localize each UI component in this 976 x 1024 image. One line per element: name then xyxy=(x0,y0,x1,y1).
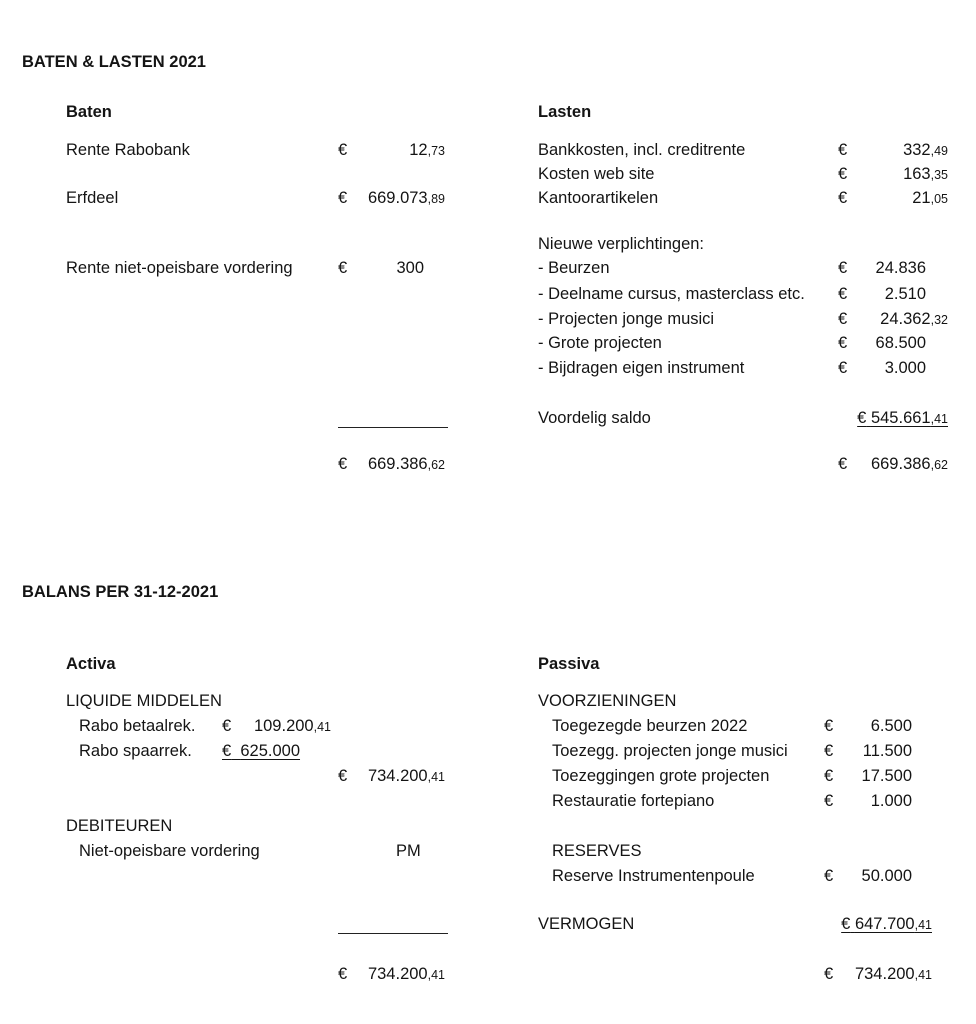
lasten-amount: 2.510 xyxy=(884,285,926,303)
currency-symbol: € xyxy=(838,259,848,277)
lasten-label: Kantoorartikelen xyxy=(538,189,659,207)
currency-symbol: € xyxy=(338,455,348,473)
lasten-amount: 3.000 xyxy=(884,359,926,377)
lasten-amount: 68.500 xyxy=(875,334,926,352)
currency-symbol: € xyxy=(824,717,834,735)
lasten-label: - Projecten jonge musici xyxy=(538,310,715,328)
currency-symbol: € xyxy=(838,189,848,207)
baten-amount: 300 xyxy=(396,259,424,277)
currency-symbol: € xyxy=(824,867,834,885)
currency-symbol: € xyxy=(338,141,348,159)
activa-label: Rabo spaarrek. xyxy=(79,742,192,760)
activa-sum-rule xyxy=(338,933,448,934)
lasten-label: Bankkosten, incl. creditrente xyxy=(538,141,746,159)
passiva-amount: 50.000 xyxy=(861,867,912,885)
balans-title: BALANS PER 31-12-2021 xyxy=(22,583,219,601)
nieuwe-verplichtingen-heading: Nieuwe verplichtingen: xyxy=(538,235,705,253)
reserves-heading: RESERVES xyxy=(552,842,642,860)
lasten-amount: 332,49 xyxy=(903,141,948,159)
passiva-label: Restauratie fortepiano xyxy=(552,792,715,810)
lasten-label: - Bijdragen eigen instrument xyxy=(538,359,745,377)
passiva-label: Toegezegde beurzen 2022 xyxy=(552,717,748,735)
liquide-middelen-heading: LIQUIDE MIDDELEN xyxy=(66,692,222,710)
activa-value: PM xyxy=(396,842,421,860)
passiva-heading: Passiva xyxy=(538,655,600,673)
activa-label: Rabo betaalrek. xyxy=(79,717,196,735)
currency-symbol: € xyxy=(838,310,848,328)
lasten-amount: 24.362,32 xyxy=(880,310,948,328)
liquide-total-amount: 734.200,41 xyxy=(367,767,445,785)
baten-label: Rente Rabobank xyxy=(66,141,190,159)
currency-symbol: € xyxy=(838,359,848,377)
currency-symbol: € xyxy=(338,965,348,983)
currency-symbol: € xyxy=(838,334,848,352)
passiva-total-amount: 734.200,41 xyxy=(854,965,932,983)
baten-total-amount: 669.386,62 xyxy=(367,455,445,473)
currency-symbol: € xyxy=(824,965,834,983)
lasten-label: - Beurzen xyxy=(538,259,610,277)
baten-sum-rule xyxy=(338,427,448,428)
activa-heading: Activa xyxy=(66,655,116,673)
activa-total-amount: 734.200,41 xyxy=(367,965,445,983)
voorzieningen-heading: VOORZIENINGEN xyxy=(538,692,677,710)
lasten-heading: Lasten xyxy=(538,103,592,121)
lasten-label: - Grote projecten xyxy=(538,334,662,352)
currency-symbol: € xyxy=(838,141,848,159)
passiva-amount: 6.500 xyxy=(870,717,912,735)
currency-symbol: € xyxy=(824,792,834,810)
passiva-label: Toezeggingen grote projecten xyxy=(552,767,770,785)
lasten-total-amount: 669.386,62 xyxy=(870,455,948,473)
passiva-amount: 17.500 xyxy=(861,767,912,785)
baten-amount: 669.073,89 xyxy=(367,189,445,207)
currency-symbol: € xyxy=(824,767,834,785)
baten-label: Rente niet-opeisbare vordering xyxy=(66,259,293,277)
activa-amount: 109.200,41 xyxy=(253,717,331,735)
activa-label: Niet-opeisbare vordering xyxy=(79,842,260,860)
vermogen-amount: € 647.700,41 xyxy=(841,915,932,933)
currency-symbol: € xyxy=(338,259,348,277)
currency-symbol: € xyxy=(838,165,848,183)
lasten-amount: 21,05 xyxy=(912,189,948,207)
passiva-label: Reserve Instrumentenpoule xyxy=(552,867,755,885)
baten-lasten-title: BATEN & LASTEN 2021 xyxy=(22,53,206,71)
lasten-amount: 163,35 xyxy=(903,165,948,183)
currency-symbol: € xyxy=(824,742,834,760)
passiva-amount: 11.500 xyxy=(862,742,912,760)
passiva-label: Toezegg. projecten jonge musici xyxy=(552,742,788,760)
baten-heading: Baten xyxy=(66,103,112,121)
lasten-label: - Deelname cursus, masterclass etc. xyxy=(538,285,805,303)
currency-symbol: € xyxy=(338,767,348,785)
lasten-amount: 24.836 xyxy=(875,259,926,277)
currency-symbol: € xyxy=(838,455,848,473)
baten-amount: 12,73 xyxy=(409,141,445,159)
currency-symbol: € xyxy=(338,189,348,207)
debiteuren-heading: DEBITEUREN xyxy=(66,817,173,835)
saldo-amount: € 545.661,41 xyxy=(857,409,948,427)
saldo-label: Voordelig saldo xyxy=(538,409,651,427)
baten-label: Erfdeel xyxy=(66,189,119,207)
activa-amount: € 625.000 xyxy=(222,742,301,760)
passiva-amount: 1.000 xyxy=(870,792,912,810)
lasten-label: Kosten web site xyxy=(538,165,655,183)
currency-symbol: € xyxy=(838,285,848,303)
vermogen-label: VERMOGEN xyxy=(538,915,635,933)
currency-symbol: € xyxy=(222,717,232,735)
